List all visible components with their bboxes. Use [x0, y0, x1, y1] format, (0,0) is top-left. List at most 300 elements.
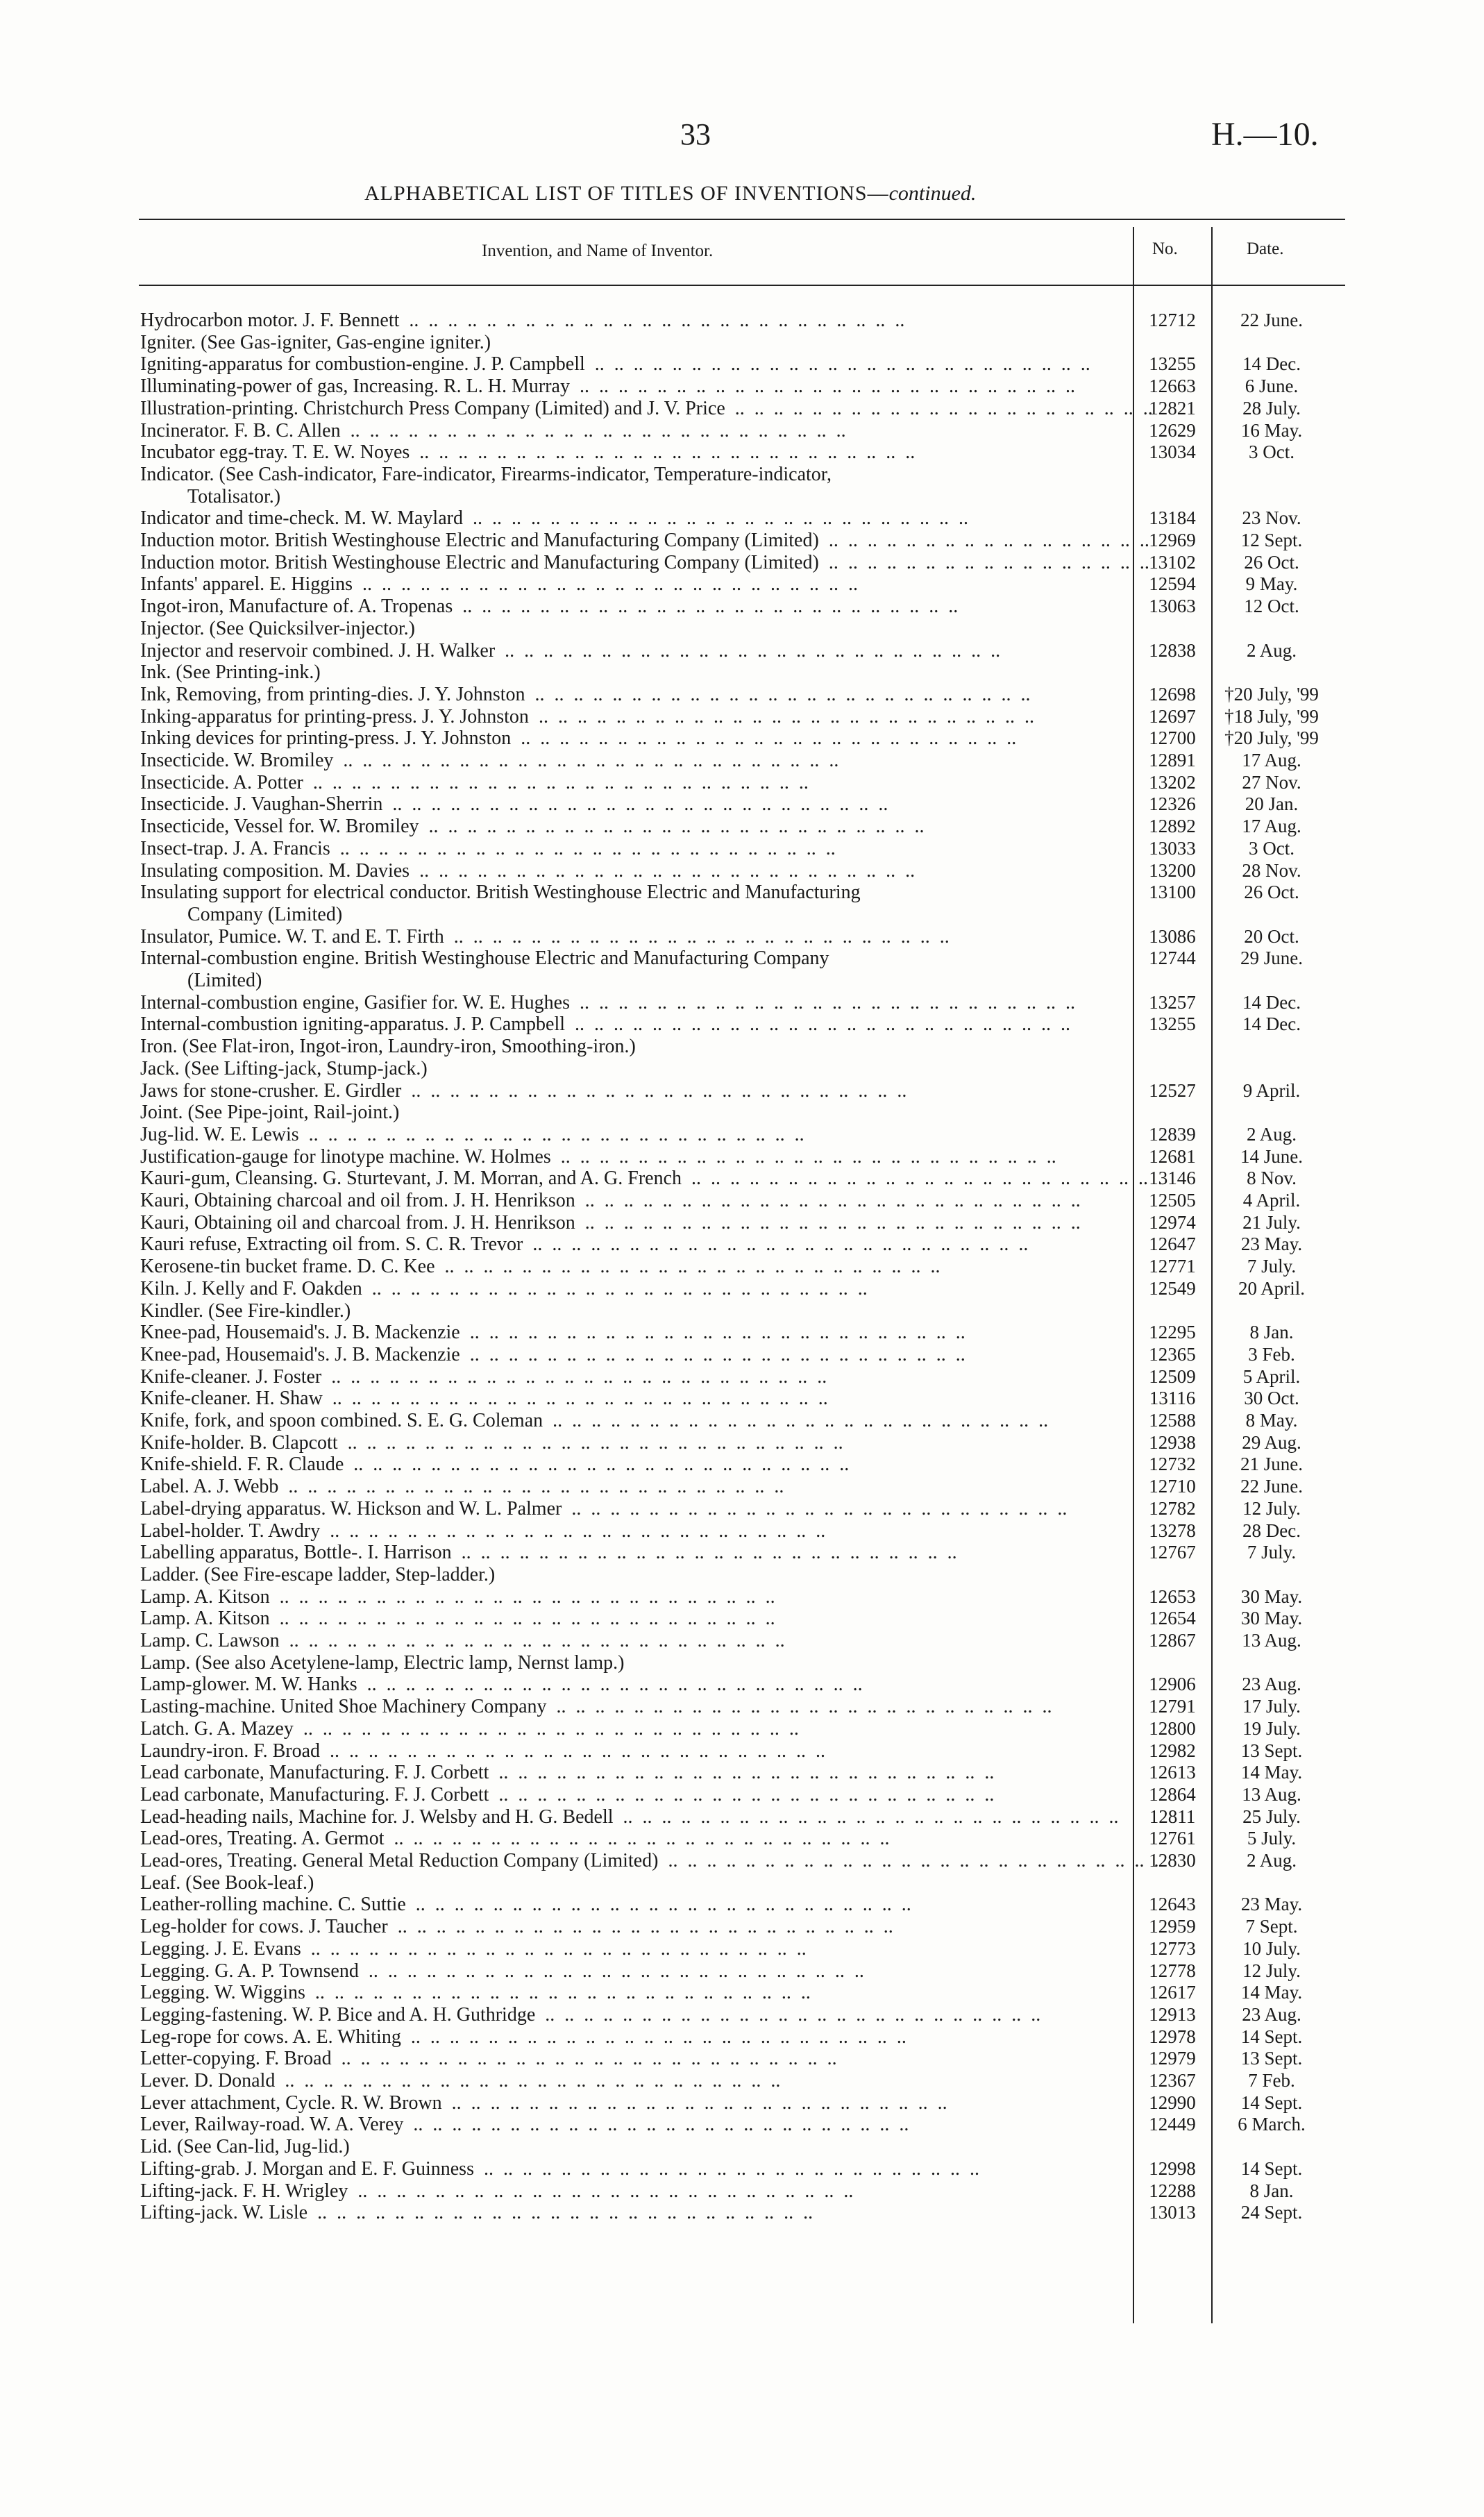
invention-title: Insulating support for electrical conductor. British Westinghouse Electric and Manufacturing	[140, 882, 861, 904]
patent-number: 12365	[1149, 1343, 1196, 1365]
invention-title: Legging. J. E. Evans .. .	[140, 1937, 1161, 1960]
invention-title: Joint. (See Pipe-joint, Rail-joint.)	[140, 1102, 400, 1124]
invention-title: Totalisator.)	[187, 485, 281, 507]
table-row	[0, 1849, 1484, 1872]
patent-date: †18 July, '99	[1224, 705, 1319, 727]
invention-title: Kauri, Obtaining charcoal and oil from. J. H. Henrikson .. .	[140, 1189, 1161, 1212]
invention-title: Knife-holder. B. Clapcott .. .	[140, 1431, 1161, 1454]
patent-number: 13033	[1149, 837, 1196, 859]
patent-number: 12744	[1149, 948, 1196, 969]
table-row	[0, 375, 1484, 398]
patent-number: 12710	[1149, 1476, 1196, 1497]
patent-number: 12588	[1149, 1410, 1196, 1431]
table-row	[0, 1805, 1484, 1828]
patent-number: 12643	[1149, 1894, 1196, 1915]
patent-number: 12712	[1149, 310, 1196, 330]
patent-date: 21 July.	[1242, 1211, 1301, 1233]
patent-date: 20 April.	[1238, 1277, 1305, 1299]
table-row	[0, 793, 1484, 816]
invention-title: Kindler. (See Fire-kindler.)	[140, 1299, 351, 1322]
patent-date: 7 July.	[1247, 1256, 1297, 1277]
list-title	[364, 182, 976, 205]
patent-number: 12732	[1149, 1454, 1196, 1475]
patent-date: 2 Aug.	[1246, 1123, 1297, 1145]
patent-date: 13 Sept.	[1240, 1740, 1303, 1761]
document-code: H.—10.	[1211, 116, 1319, 153]
patent-date: 2 Aug.	[1246, 1850, 1297, 1871]
patent-number: 12613	[1149, 1762, 1196, 1783]
header-bottom-rule	[139, 285, 1345, 286]
invention-title: Insect-trap. J. A. Francis .. .	[140, 837, 1161, 860]
patent-date: 13 Aug.	[1242, 1783, 1301, 1805]
patent-date: 6 March.	[1238, 2114, 1306, 2135]
invention-title: Internal-combustion engine, Gasifier for. W. E. Hughes .. .	[140, 991, 1161, 1014]
patent-date: 23 Nov.	[1242, 507, 1301, 529]
table-row	[0, 2157, 1484, 2180]
patent-number: 12979	[1149, 2048, 1196, 2069]
patent-number: 12663	[1149, 376, 1196, 397]
patent-number: 12959	[1149, 1916, 1196, 1937]
invention-title: Letter-copying. F. Broad .. .	[140, 2047, 1161, 2070]
table-row	[0, 529, 1484, 552]
invention-title: Insulating composition. M. Davies .. .	[140, 859, 1161, 882]
table-row	[0, 2091, 1484, 2114]
patent-date: 7 Sept.	[1245, 1916, 1298, 1937]
patent-number: 13278	[1149, 1520, 1196, 1541]
patent-number: 12969	[1149, 530, 1196, 550]
patent-number: 13116	[1149, 1388, 1196, 1409]
table-row	[0, 353, 1484, 376]
patent-date: 28 July.	[1242, 397, 1301, 419]
table-row	[0, 1629, 1484, 1652]
table-row	[0, 903, 1484, 926]
patent-number: 12773	[1149, 1937, 1196, 1959]
patent-number: 12990	[1149, 2091, 1196, 2113]
invention-title: Indicator and time-check. M. W. Maylard .. .	[140, 507, 1161, 530]
table-row	[0, 1783, 1484, 1806]
invention-title: Labelling apparatus, Bottle-. I. Harrison .. .	[140, 1541, 1161, 1564]
table-row	[0, 309, 1484, 332]
invention-title: Lever, Railway-road. W. A. Verey .. .	[140, 2113, 1161, 2136]
column-header-invention: Invention, and Name of Inventor.	[482, 242, 714, 260]
patent-number: 13146	[1149, 1168, 1196, 1189]
patent-number: 12767	[1149, 1542, 1196, 1563]
table-row	[0, 2135, 1484, 2158]
patent-number: 13202	[1149, 771, 1196, 793]
patent-date: †20 July, '99	[1224, 683, 1319, 705]
column-header-no: No.	[1152, 239, 1178, 258]
patent-number: 12697	[1149, 705, 1196, 727]
table-row	[0, 1695, 1484, 1718]
table-row	[0, 2069, 1484, 2092]
patent-date: 12 July.	[1242, 1960, 1301, 1981]
invention-title: Knife-cleaner. J. Foster .. .	[140, 1365, 1161, 1388]
patent-date: 29 Aug.	[1242, 1431, 1301, 1453]
patent-number: 13255	[1149, 353, 1196, 375]
invention-title: Internal-combustion igniting-apparatus. J. P. Campbell .. .	[140, 1013, 1161, 1036]
table-row	[0, 815, 1484, 838]
patent-number: 12998	[1149, 2157, 1196, 2179]
table-row	[0, 397, 1484, 420]
patent-date: 13 Sept.	[1240, 2048, 1303, 2069]
patent-date: 8 May.	[1245, 1410, 1298, 1431]
table-row	[0, 705, 1484, 728]
table-row	[0, 595, 1484, 618]
table-row	[0, 1453, 1484, 1476]
patent-number: 12647	[1149, 1234, 1196, 1255]
patent-date: 30 Oct.	[1244, 1388, 1299, 1409]
table-row	[0, 1321, 1484, 1344]
patent-number: 12821	[1149, 397, 1196, 419]
table-row	[0, 1717, 1484, 1740]
table-row	[0, 441, 1484, 464]
invention-title: Induction motor. British Westinghouse Electric and Manufacturing Company (Limited) .. .	[140, 529, 1161, 552]
patent-number: 12653	[1149, 1585, 1196, 1607]
table-row	[0, 2201, 1484, 2224]
invention-title: Illustration-printing. Christchurch Press Company (Limited) and J. V. Price .. .	[140, 397, 1161, 420]
table-row	[0, 1893, 1484, 1916]
invention-title: Hydrocarbon motor. J. F. Bennett .. .	[140, 309, 1161, 332]
patent-number: 12938	[1149, 1431, 1196, 1453]
invention-title: Injector. (See Quicksilver-injector.)	[140, 617, 415, 639]
patent-date: 4 April.	[1242, 1190, 1301, 1211]
patent-number: 12771	[1149, 1256, 1196, 1277]
patent-date: 14 May.	[1240, 1762, 1303, 1783]
invention-title: Ladder. (See Fire-escape ladder, Step-ladder.)	[140, 1563, 496, 1585]
patent-number: 12800	[1149, 1717, 1196, 1739]
patent-date: 3 Oct.	[1249, 837, 1295, 859]
patent-date: 29 June.	[1240, 948, 1303, 969]
patent-date: 8 Jan.	[1249, 1322, 1294, 1343]
patent-number: 13257	[1149, 991, 1196, 1013]
patent-number: 12913	[1149, 2003, 1196, 2025]
patent-date: 10 July.	[1242, 1937, 1301, 1959]
invention-title: Lamp. A. Kitson .. .	[140, 1607, 1161, 1630]
patent-date: 14 Dec.	[1242, 1013, 1301, 1035]
patent-date: 21 June.	[1240, 1454, 1303, 1475]
patent-date: 17 Aug.	[1242, 750, 1301, 771]
patent-date: 2 Aug.	[1246, 639, 1297, 661]
table-row	[0, 419, 1484, 442]
patent-date: 28 Nov.	[1242, 859, 1301, 881]
table-row	[0, 969, 1484, 992]
table-row	[0, 881, 1484, 904]
patent-number: 12288	[1149, 2180, 1196, 2201]
patent-number: 13102	[1149, 551, 1196, 573]
invention-title: Igniter. (See Gas-igniter, Gas-engine igniter.)	[140, 331, 491, 353]
invention-title: Jaws for stone-crusher. E. Girdler .. .	[140, 1079, 1161, 1102]
table-row	[0, 1145, 1484, 1168]
patent-date: †20 July, '99	[1224, 727, 1319, 749]
invention-title: Leaf. (See Book-leaf.)	[140, 1871, 314, 1894]
invention-title: Knife, fork, and spoon combined. S. E. G. Coleman .. .	[140, 1409, 1161, 1432]
invention-title: Kiln. J. Kelly and F. Oakden .. .	[140, 1277, 1161, 1300]
patent-number: 12830	[1149, 1850, 1196, 1871]
invention-title: Legging. W. Wiggins .. .	[140, 1981, 1161, 2004]
invention-title: Lever. D. Donald .. .	[140, 2069, 1161, 2092]
patent-date: 26 Oct.	[1244, 882, 1299, 903]
table-top-rule	[139, 219, 1345, 220]
patent-date: 14 May.	[1240, 1982, 1303, 2003]
table-row	[0, 1740, 1484, 1762]
table-row	[0, 1960, 1484, 1983]
invention-title: Inking devices for printing-press. J. Y. Johnston .. .	[140, 727, 1161, 750]
table-row	[0, 1035, 1484, 1058]
patent-date: 20 Oct.	[1244, 925, 1299, 947]
patent-number: 13200	[1149, 859, 1196, 881]
patent-number: 12527	[1149, 1079, 1196, 1101]
patent-date: 28 Dec.	[1242, 1520, 1301, 1541]
patent-date: 30 May.	[1240, 1608, 1303, 1629]
list-title-continued: continued.	[888, 182, 977, 205]
patent-date: 19 July.	[1242, 1717, 1301, 1739]
patent-number: 12654	[1149, 1608, 1196, 1629]
invention-title: Lamp-glower. M. W. Hanks .. .	[140, 1673, 1161, 1696]
invention-title: Lead-heading nails, Machine for. J. Welsby and H. G. Bedell .. .	[140, 1805, 1161, 1828]
table-row	[0, 1915, 1484, 1938]
table-row	[0, 485, 1484, 508]
invention-title: Insulator, Pumice. W. T. and E. T. Firth .. .	[140, 925, 1161, 948]
patent-number: 12617	[1149, 1982, 1196, 2003]
patent-number: 12867	[1149, 1630, 1196, 1651]
patent-number: 13063	[1149, 596, 1196, 617]
table-row	[0, 1189, 1484, 1212]
invention-title: Ink, Removing, from printing-dies. J. Y. Johnston .. .	[140, 683, 1161, 706]
patent-date: 12 Sept.	[1240, 530, 1303, 550]
invention-title: Company (Limited)	[187, 903, 343, 925]
patent-date: 22 June.	[1240, 1476, 1303, 1497]
patent-number: 12505	[1149, 1190, 1196, 1211]
patent-date: 22 June.	[1240, 310, 1303, 330]
invention-title: Lead carbonate, Manufacturing. F. J. Corbett .. .	[140, 1761, 1161, 1784]
patent-date: 20 Jan.	[1245, 793, 1299, 815]
patent-number: 12549	[1149, 1277, 1196, 1299]
table-row	[0, 1101, 1484, 1124]
table-row	[0, 1431, 1484, 1454]
table-row	[0, 1299, 1484, 1322]
patent-date: 25 July.	[1242, 1805, 1301, 1827]
patent-date: 23 Aug.	[1242, 2003, 1301, 2025]
patent-date: 16 May.	[1240, 419, 1303, 441]
table-row	[0, 2047, 1484, 2070]
patent-number: 12778	[1149, 1960, 1196, 1981]
table-row	[0, 573, 1484, 596]
patent-number: 12367	[1149, 2070, 1196, 2091]
invention-title: Internal-combustion engine. British Westinghouse Electric and Manufacturing Company	[140, 948, 829, 970]
table-row	[0, 1651, 1484, 1674]
patent-number: 12978	[1149, 2026, 1196, 2047]
table-row	[0, 727, 1484, 750]
table-row	[0, 683, 1484, 706]
invention-title: Jack. (See Lifting-jack, Stump-jack.)	[140, 1057, 428, 1079]
table-row	[0, 749, 1484, 772]
patent-date: 3 Oct.	[1249, 441, 1295, 463]
patent-date: 14 Sept.	[1240, 2157, 1303, 2179]
patent-number: 12326	[1149, 793, 1196, 815]
patent-date: 3 Feb.	[1248, 1343, 1295, 1365]
invention-title: Lead carbonate, Manufacturing. F. J. Corbett .. .	[140, 1783, 1161, 1806]
patent-number: 12782	[1149, 1497, 1196, 1519]
patent-date: 8 Jan.	[1249, 2180, 1294, 2201]
patent-date: 24 Sept.	[1240, 2202, 1303, 2223]
patent-number: 12811	[1149, 1805, 1196, 1827]
invention-title: Jug-lid. W. E. Lewis .. .	[140, 1123, 1161, 1146]
invention-title: Justification-gauge for linotype machine. W. Holmes .. .	[140, 1145, 1161, 1168]
table-row	[0, 1937, 1484, 1960]
invention-title: Lifting-grab. J. Morgan and E. F. Guinness .. .	[140, 2157, 1161, 2180]
invention-title: Kerosene-tin bucket frame. D. C. Kee .. .	[140, 1255, 1161, 1278]
table-row	[0, 617, 1484, 640]
table-row	[0, 1013, 1484, 1036]
patent-date: 14 Dec.	[1242, 991, 1301, 1013]
table-row	[0, 1475, 1484, 1498]
table-row	[0, 1607, 1484, 1630]
patent-number: 12974	[1149, 1211, 1196, 1233]
patent-date: 23 May.	[1240, 1234, 1303, 1255]
patent-number: 12891	[1149, 750, 1196, 771]
table-row	[0, 1277, 1484, 1300]
invention-title: Kauri refuse, Extracting oil from. S. C. R. Trevor .. .	[140, 1233, 1161, 1256]
table-row	[0, 639, 1484, 662]
table-row	[0, 1123, 1484, 1146]
invention-title: Lasting-machine. United Shoe Machinery Company .. .	[140, 1695, 1161, 1718]
page-number: 33	[680, 117, 711, 151]
invention-title: Injector and reservoir combined. J. H. Walker .. .	[140, 639, 1161, 662]
invention-title: Knife-cleaner. H. Shaw .. .	[140, 1387, 1161, 1410]
patent-date: 26 Oct.	[1244, 551, 1299, 573]
table-row	[0, 2180, 1484, 2203]
invention-title: Incubator egg-tray. T. E. W. Noyes .. .	[140, 441, 1161, 464]
invention-title: Infants' apparel. E. Higgins .. .	[140, 573, 1161, 596]
invention-title: Ingot-iron, Manufacture of. A. Tropenas .. .	[140, 595, 1161, 618]
table-row	[0, 925, 1484, 948]
table-row	[0, 1365, 1484, 1388]
invention-title: Kauri-gum, Cleansing. G. Sturtevant, J. M. Morran, and A. G. French .. .	[140, 1167, 1161, 1190]
table-row	[0, 1057, 1484, 1080]
table-row	[0, 1079, 1484, 1102]
patent-date: 14 Dec.	[1242, 353, 1301, 375]
table-row	[0, 1343, 1484, 1366]
invention-title: Indicator. (See Cash-indicator, Fare-indicator, Firearms-indicator, Temperature-indicator,	[140, 463, 832, 485]
invention-title: Lamp. A. Kitson .. .	[140, 1585, 1161, 1608]
patent-date: 17 July.	[1242, 1696, 1301, 1717]
patent-number: 12698	[1149, 683, 1196, 705]
invention-title: Lamp. C. Lawson .. .	[140, 1629, 1161, 1652]
patent-number: 13184	[1149, 507, 1196, 529]
patent-date: 6 June.	[1245, 376, 1299, 397]
table-row	[0, 991, 1484, 1014]
patent-date: 23 May.	[1240, 1894, 1303, 1915]
patent-number: 12594	[1149, 573, 1196, 595]
table-row	[0, 1167, 1484, 1190]
patent-date: 8 Nov.	[1247, 1168, 1297, 1189]
invention-title: Incinerator. F. B. C. Allen .. .	[140, 419, 1161, 442]
invention-title: Lifting-jack. W. Lisle .. .	[140, 2201, 1161, 2224]
table-row	[0, 1827, 1484, 1850]
patent-date: 30 May.	[1240, 1585, 1303, 1607]
patent-number: 12864	[1149, 1783, 1196, 1805]
patent-date: 7 July.	[1247, 1542, 1297, 1563]
patent-number: 13255	[1149, 1013, 1196, 1035]
table-row	[0, 2113, 1484, 2136]
table-row	[0, 661, 1484, 684]
patent-date: 27 Nov.	[1242, 771, 1301, 793]
patent-number: 12839	[1149, 1123, 1196, 1145]
patent-number: 12892	[1149, 816, 1196, 837]
invention-title: Knee-pad, Housemaid's. J. B. Mackenzie .. .	[140, 1321, 1161, 1344]
table-row	[0, 1563, 1484, 1586]
patent-number: 12449	[1149, 2114, 1196, 2135]
patent-number: 12906	[1149, 1674, 1196, 1695]
list-title-main: ALPHABETICAL LIST OF TITLES OF INVENTIONS—	[364, 182, 889, 205]
invention-title: Igniting-apparatus for combustion-engine. J. P. Campbell .. .	[140, 353, 1161, 376]
patent-number: 12761	[1149, 1828, 1196, 1849]
invention-title: Label. A. J. Webb .. .	[140, 1475, 1161, 1498]
invention-title: Leg-holder for cows. J. Taucher .. .	[140, 1915, 1161, 1938]
invention-title: Lead-ores, Treating. A. Germot .. .	[140, 1827, 1161, 1850]
table-row	[0, 463, 1484, 486]
patent-date: 9 May.	[1245, 573, 1298, 595]
patent-number: 13100	[1149, 882, 1196, 903]
invention-title: Leather-rolling machine. C. Suttie .. .	[140, 1893, 1161, 1916]
table-row	[0, 551, 1484, 574]
invention-title: Legging-fastening. W. P. Bice and A. H. Guthridge .. .	[140, 2003, 1161, 2026]
patent-date: 14 Sept.	[1240, 2091, 1303, 2113]
patent-number: 12629	[1149, 419, 1196, 441]
patent-date: 14 Sept.	[1240, 2026, 1303, 2047]
patent-number: 12791	[1149, 1696, 1196, 1717]
patent-number: 13086	[1149, 925, 1196, 947]
patent-date: 17 Aug.	[1242, 816, 1301, 837]
invention-title: Insecticide. J. Vaughan-Sherrin .. .	[140, 793, 1161, 816]
table-row	[0, 507, 1484, 530]
patent-number: 12982	[1149, 1740, 1196, 1761]
invention-title: Kauri, Obtaining oil and charcoal from. J. H. Henrikson .. .	[140, 1211, 1161, 1234]
invention-title: (Limited)	[187, 970, 262, 991]
patent-number: 12838	[1149, 639, 1196, 661]
table-row	[0, 837, 1484, 860]
invention-title: Lid. (See Can-lid, Jug-lid.)	[140, 2136, 350, 2158]
invention-title: Insecticide. W. Bromiley .. .	[140, 749, 1161, 772]
invention-title: Lead-ores, Treating. General Metal Reduction Company (Limited) .. .	[140, 1849, 1161, 1872]
table-row	[0, 859, 1484, 882]
invention-title: Lever attachment, Cycle. R. W. Brown .. .	[140, 2091, 1161, 2114]
patent-date: 7 Feb.	[1248, 2070, 1295, 2091]
patent-date: 13 Aug.	[1242, 1630, 1301, 1651]
patent-number: 13034	[1149, 441, 1196, 463]
invention-title: Knife-shield. F. R. Claude .. .	[140, 1453, 1161, 1476]
invention-title: Induction motor. British Westinghouse Electric and Manufacturing Company (Limited) .. .	[140, 551, 1161, 574]
patent-date: 5 July.	[1247, 1828, 1297, 1849]
patent-number: 12509	[1149, 1365, 1196, 1387]
invention-title: Insecticide. A. Potter .. .	[140, 771, 1161, 794]
table-row	[0, 1673, 1484, 1696]
table-row	[0, 1585, 1484, 1608]
table-row	[0, 1233, 1484, 1256]
table-row	[0, 1211, 1484, 1234]
patent-date: 9 April.	[1242, 1079, 1301, 1101]
table-row	[0, 1981, 1484, 2004]
invention-title: Knee-pad, Housemaid's. J. B. Mackenzie .. .	[140, 1343, 1161, 1366]
invention-title: Insecticide, Vessel for. W. Bromiley .. .	[140, 815, 1161, 838]
invention-title: Iron. (See Flat-iron, Ingot-iron, Laundry-iron, Smoothing-iron.)	[140, 1036, 636, 1058]
table-row	[0, 1520, 1484, 1542]
table-row	[0, 331, 1484, 354]
invention-title: Latch. G. A. Mazey .. .	[140, 1717, 1161, 1740]
invention-title: Legging. G. A. P. Townsend .. .	[140, 1960, 1161, 1983]
patent-number: 12700	[1149, 727, 1196, 749]
patent-date: 12 July.	[1242, 1497, 1301, 1519]
